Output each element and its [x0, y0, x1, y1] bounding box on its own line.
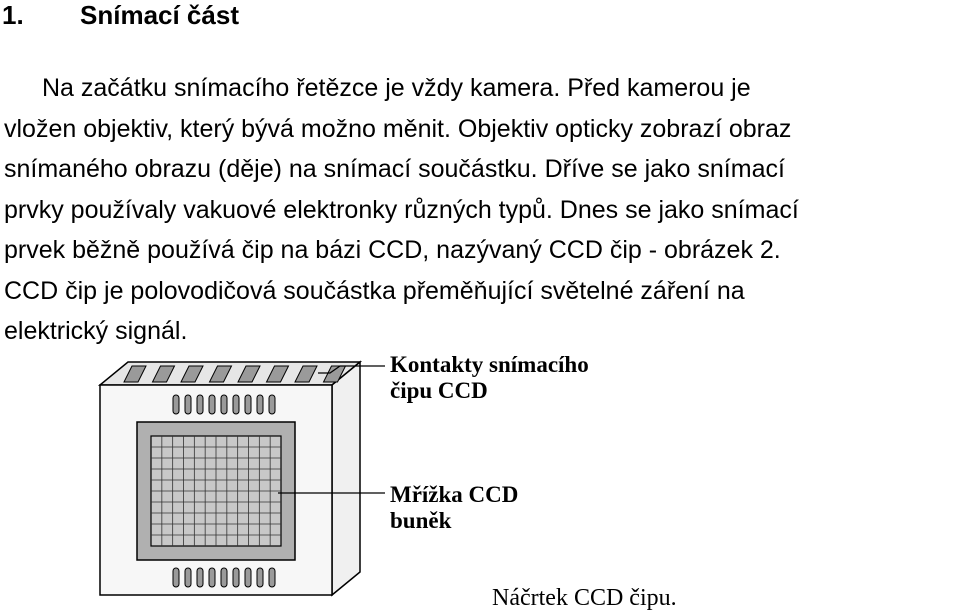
contact-pin	[221, 395, 227, 414]
contact-pin	[257, 568, 263, 587]
contact-pin	[197, 395, 203, 414]
contact-pin	[209, 568, 215, 587]
paragraph-line: snímaného obrazu (děje) na snímací součástku. Dříve se jako snímací	[4, 155, 785, 183]
contact-pin	[197, 568, 203, 587]
paragraph-line: elektrický signál.	[4, 317, 188, 345]
paragraph-line: prvky používaly vakuové elektronky různých typů. Dnes se jako snímací	[4, 195, 799, 224]
contact-pin	[233, 395, 239, 414]
paragraph-line: vložen objektiv, který bývá možno měnit. Objektiv opticky zobrazí obraz	[4, 114, 792, 143]
section-title: Snímací část	[80, 0, 239, 30]
figure-caption: Náčrtek CCD čipu.	[492, 585, 677, 611]
grid-label-line: buněk	[390, 508, 452, 533]
contacts-label-line: Kontakty snímacího	[390, 352, 589, 377]
contacts-label	[390, 352, 589, 404]
grid-label	[390, 482, 518, 534]
contact-pin	[173, 395, 179, 414]
contact-pin	[185, 395, 191, 414]
contact-pin	[233, 568, 239, 587]
contact-pin	[185, 568, 191, 587]
paragraph-line: Na začátku snímacího řetězce je vždy kamera. Před kamerou je	[42, 74, 751, 102]
contact-pin	[269, 568, 275, 587]
section-number: 1.	[2, 0, 24, 30]
paragraph-line: CCD čip je polovodičová součástka přeměňující světelné záření na	[4, 276, 745, 305]
contact-pin	[173, 568, 179, 587]
contact-pin	[245, 568, 251, 587]
contact-pins-front-top	[173, 395, 275, 414]
contact-pin	[257, 395, 263, 414]
contacts-label-line: čipu CCD	[390, 378, 488, 403]
grid-label-line: Mřížka CCD	[390, 482, 519, 507]
chip-side-face	[332, 362, 360, 595]
paragraph-line: prvek běžně používá čip na bázi CCD, nazývaný CCD čip - obrázek 2.	[4, 236, 781, 264]
contact-pin	[221, 568, 227, 587]
contact-pin	[245, 395, 251, 414]
contact-pins-front-bottom	[173, 568, 275, 587]
contact-pin	[209, 395, 215, 414]
contact-pin	[269, 395, 275, 414]
